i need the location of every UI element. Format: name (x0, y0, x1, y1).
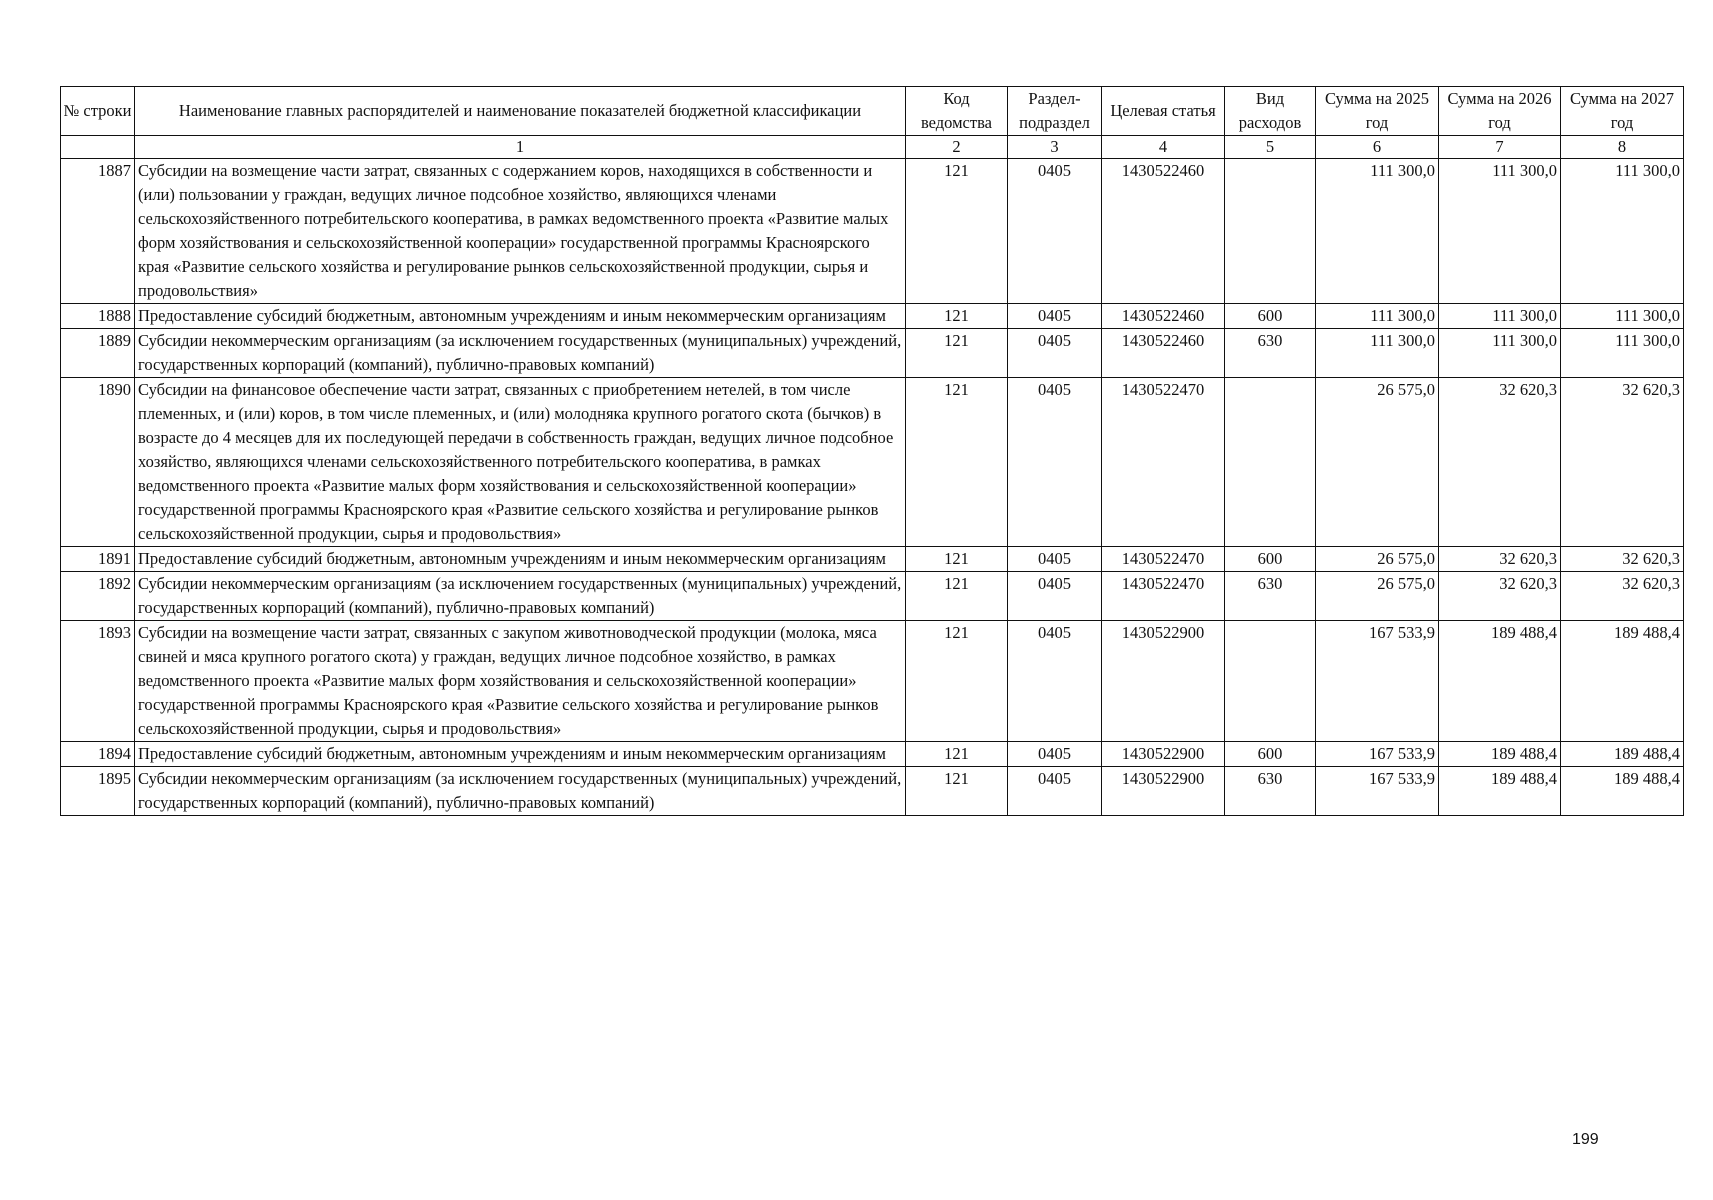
row-sum-2027: 189 488,4 (1561, 767, 1684, 816)
table-row (61, 329, 1684, 378)
row-sum-2025: 167 533,9 (1316, 767, 1439, 816)
header-name: Наименование главных распорядителей и наименование показателей бюджетной классификации (135, 87, 906, 136)
row-name: Предоставление субсидий бюджетным, автономным учреждениям и иным некоммерческим организациям (135, 304, 906, 329)
row-number: 1893 (61, 621, 135, 742)
column-number: 3 (1008, 136, 1102, 159)
row-number: 1895 (61, 767, 135, 816)
row-section: 0405 (1008, 572, 1102, 621)
row-section: 0405 (1008, 742, 1102, 767)
row-name: Субсидии на возмещение части затрат, связанных с закупом животноводческой продукции (молока, мяса свиней и мяса крупного рогатого скота) у граждан, ведущих личное подсобное хозяйство, в рамках ведомственного проекта «Развитие малых форм хозяйствования и сельскохозяйственной кооперации» государственной программы Красноярского края «Развитие сельского хозяйства и регулирование рынков сельскохозяйственной продукции, сырья и продовольствия» (135, 621, 906, 742)
row-dept-code: 121 (906, 572, 1008, 621)
row-name: Предоставление субсидий бюджетным, автономным учреждениям и иным некоммерческим организациям (135, 547, 906, 572)
row-dept-code: 121 (906, 304, 1008, 329)
row-target-article: 1430522470 (1102, 572, 1225, 621)
column-number: 5 (1225, 136, 1316, 159)
row-section: 0405 (1008, 304, 1102, 329)
table-header (61, 87, 1684, 159)
row-sum-2026: 189 488,4 (1439, 742, 1561, 767)
header-dept-code: Код ведомства (906, 87, 1008, 136)
row-dept-code: 121 (906, 159, 1008, 304)
table-row (61, 547, 1684, 572)
row-expense-type: 630 (1225, 767, 1316, 816)
row-sum-2026: 189 488,4 (1439, 767, 1561, 816)
column-number: 8 (1561, 136, 1684, 159)
row-number: 1891 (61, 547, 135, 572)
row-number: 1892 (61, 572, 135, 621)
header-sum-2025: Сумма на 2025 год (1316, 87, 1439, 136)
table-row (61, 572, 1684, 621)
row-name: Субсидии на финансовое обеспечение части затрат, связанных с приобретением нетелей, в том числе племенных, и (или) коров, в том числе племенных, и (или) молодняка крупного рогатого скота (бычков) в возрасте до 4 месяцев для их последующей передачи в собственность граждан, ведущих личное подсобное хозяйство, являющихся членами сельскохозяйственного потребительского кооператива, в рамках ведомственного проекта «Развитие малых форм хозяйствования и сельскохозяйственной кооперации» государственной программы Красноярского края «Развитие сельского хозяйства и регулирование рынков сельскохозяйственной продукции, сырья и продовольствия» (135, 378, 906, 547)
row-sum-2026: 111 300,0 (1439, 159, 1561, 304)
row-sum-2026: 32 620,3 (1439, 547, 1561, 572)
row-sum-2026: 32 620,3 (1439, 378, 1561, 547)
header-target-article: Целевая статья (1102, 87, 1225, 136)
table-row (61, 621, 1684, 742)
row-dept-code: 121 (906, 378, 1008, 547)
row-sum-2027: 111 300,0 (1561, 304, 1684, 329)
row-dept-code: 121 (906, 742, 1008, 767)
header-section: Раздел-подраздел (1008, 87, 1102, 136)
header-row (61, 87, 1684, 136)
row-section: 0405 (1008, 767, 1102, 816)
row-sum-2026: 32 620,3 (1439, 572, 1561, 621)
row-sum-2027: 111 300,0 (1561, 159, 1684, 304)
row-dept-code: 121 (906, 547, 1008, 572)
row-sum-2025: 167 533,9 (1316, 621, 1439, 742)
column-number: 1 (135, 136, 906, 159)
row-sum-2025: 111 300,0 (1316, 304, 1439, 329)
row-sum-2026: 111 300,0 (1439, 304, 1561, 329)
header-row-number: № строки (61, 87, 135, 136)
row-sum-2027: 111 300,0 (1561, 329, 1684, 378)
row-target-article: 1430522900 (1102, 767, 1225, 816)
row-target-article: 1430522900 (1102, 742, 1225, 767)
row-sum-2025: 26 575,0 (1316, 378, 1439, 547)
page-number: 199 (1572, 1131, 1599, 1148)
header-sum-2027: Сумма на 2027 год (1561, 87, 1684, 136)
row-expense-type (1225, 159, 1316, 304)
row-sum-2027: 189 488,4 (1561, 621, 1684, 742)
header-sum-2026: Сумма на 2026 год (1439, 87, 1561, 136)
row-target-article: 1430522460 (1102, 329, 1225, 378)
table-row (61, 742, 1684, 767)
table-row (61, 767, 1684, 816)
row-number: 1894 (61, 742, 135, 767)
row-sum-2025: 26 575,0 (1316, 547, 1439, 572)
row-number: 1887 (61, 159, 135, 304)
row-expense-type: 600 (1225, 304, 1316, 329)
column-number (61, 136, 135, 159)
row-target-article: 1430522470 (1102, 547, 1225, 572)
row-section: 0405 (1008, 547, 1102, 572)
row-target-article: 1430522460 (1102, 304, 1225, 329)
row-expense-type: 600 (1225, 742, 1316, 767)
column-number: 6 (1316, 136, 1439, 159)
row-sum-2026: 189 488,4 (1439, 621, 1561, 742)
row-name: Субсидии некоммерческим организациям (за исключением государственных (муниципальных) учреждений, государственных корпораций (компаний), публично-правовых компаний) (135, 572, 906, 621)
row-target-article: 1430522900 (1102, 621, 1225, 742)
row-name: Предоставление субсидий бюджетным, автономным учреждениям и иным некоммерческим организациям (135, 742, 906, 767)
header-expense-type: Вид расходов (1225, 87, 1316, 136)
row-number: 1888 (61, 304, 135, 329)
row-expense-type: 600 (1225, 547, 1316, 572)
row-expense-type (1225, 378, 1316, 547)
row-target-article: 1430522470 (1102, 378, 1225, 547)
table-row (61, 304, 1684, 329)
table-body (61, 159, 1684, 816)
row-sum-2027: 32 620,3 (1561, 572, 1684, 621)
row-sum-2027: 32 620,3 (1561, 378, 1684, 547)
row-sum-2025: 111 300,0 (1316, 329, 1439, 378)
column-number: 2 (906, 136, 1008, 159)
row-sum-2025: 26 575,0 (1316, 572, 1439, 621)
row-name: Субсидии на возмещение части затрат, связанных с содержанием коров, находящихся в собственности и (или) пользовании у граждан, ведущих личное подсобное хозяйство, являющихся членами сельскохозяйственного потребительского кооператива, в рамках ведомственного проекта «Развитие малых форм хозяйствования и сельскохозяйственной кооперации» государственной программы Красноярского края «Развитие сельского хозяйства и регулирование рынков сельскохозяйственной продукции, сырья и продовольствия» (135, 159, 906, 304)
row-dept-code: 121 (906, 329, 1008, 378)
row-section: 0405 (1008, 159, 1102, 304)
row-dept-code: 121 (906, 621, 1008, 742)
table-row (61, 159, 1684, 304)
budget-table (60, 86, 1684, 816)
row-sum-2026: 111 300,0 (1439, 329, 1561, 378)
row-section: 0405 (1008, 329, 1102, 378)
row-expense-type: 630 (1225, 329, 1316, 378)
row-sum-2025: 111 300,0 (1316, 159, 1439, 304)
row-dept-code: 121 (906, 767, 1008, 816)
row-sum-2027: 32 620,3 (1561, 547, 1684, 572)
row-name: Субсидии некоммерческим организациям (за исключением государственных (муниципальных) учреждений, государственных корпораций (компаний), публично-правовых компаний) (135, 329, 906, 378)
row-section: 0405 (1008, 378, 1102, 547)
row-target-article: 1430522460 (1102, 159, 1225, 304)
row-section: 0405 (1008, 621, 1102, 742)
row-sum-2025: 167 533,9 (1316, 742, 1439, 767)
row-number: 1890 (61, 378, 135, 547)
row-expense-type: 630 (1225, 572, 1316, 621)
budget-table-sheet (60, 86, 1683, 816)
column-number: 4 (1102, 136, 1225, 159)
row-name: Субсидии некоммерческим организациям (за исключением государственных (муниципальных) учреждений, государственных корпораций (компаний), публично-правовых компаний) (135, 767, 906, 816)
row-number: 1889 (61, 329, 135, 378)
column-number: 7 (1439, 136, 1561, 159)
column-number-row (61, 136, 1684, 159)
row-sum-2027: 189 488,4 (1561, 742, 1684, 767)
row-expense-type (1225, 621, 1316, 742)
table-row (61, 378, 1684, 547)
